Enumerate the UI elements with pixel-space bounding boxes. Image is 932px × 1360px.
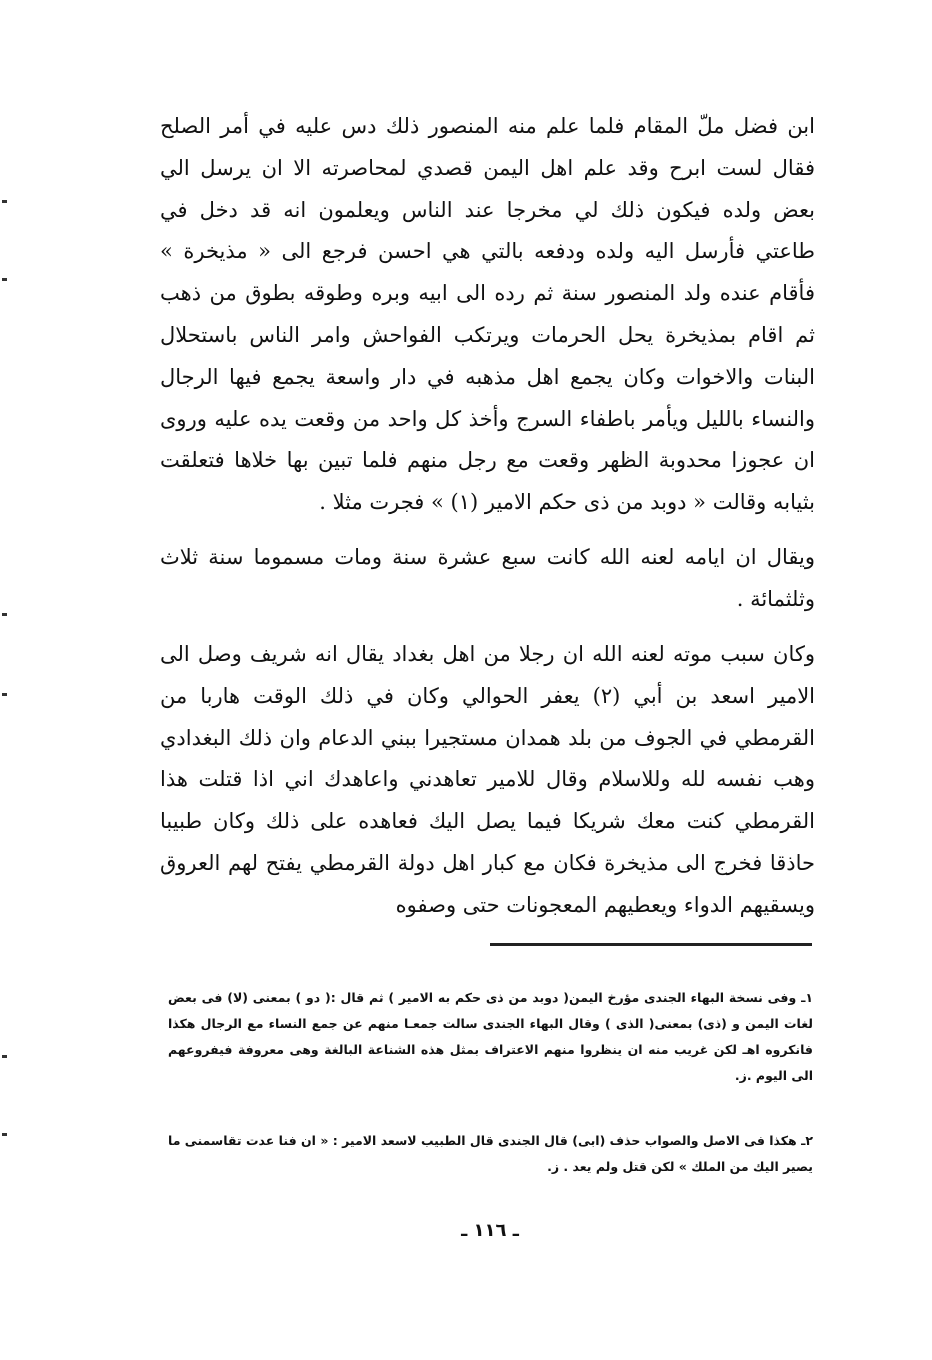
- margin-mark: [2, 1055, 7, 1058]
- paragraph-text: وكان سبب موته لعنه الله ان رجلا من اهل بغداد يقال انه شريف وصل الى الامير اسعد بن أبي (٢) يعفر الحوالي وكان في ذلك الوقت هاربا من القرمطي في الجوف من بلد همدان مستجيرا ببني الدعام وان ذلك البغدادي وهب نفسه لله وللاسلام وقال للامير تعاهدني واعاهدك اني اذا قتلت هذا القرمطي كنت معك شريكا فيما يصل اليك فعاهده على ذلك وكان طبيبا حاذقا فخرج الى مذيخرة فكان مع كبار اهل دولة القرمطي يفتح لهم العروق ويسقيهم الدواء ويعطيهم المعجونات حتى وصفوه: [160, 642, 816, 917]
- margin-mark: [2, 278, 7, 281]
- footnote-1: ١ـ وفى نسخة البهاء الجندى مؤرخ اليمن( دوبد من ذى حكم به الامير ) ثم قال :( دو ) بمعنى (لا) فى بعض لغات اليمن و (ذى) بمعنى( الذى ) وقال البهاء الجندى سالت جمعـا منهم عن جمع النساء مع الرجال هكذا فانكروه اهـ لكن غريب منه ان ينظروا منهم الاعتراف بمثل هذه الشناعة البالغة وهى معروفة فيفروعهم الى اليوم .ز.: [168, 990, 813, 1083]
- paragraph-text: ابن فضل ملّ المقام فلما علم منه المنصور ذلك دس عليه في أمر الصلح فقال لست ابرح وقد علم اهل اليمن قصدي لمحاصرته الا ان يرسل الي بعض ولده فيكون ذلك لي مخرجا عند الناس ويعلمون انه قد دخل في طاعتي فأرسل اليه ولده ودفعه بالتي هي احسن فرجع الى « مذيخرة » فأقام عنده ولد المنصور سنة ثم رده الى ابيه وبره وطوقه بطوق من ذهب ثم اقام بمذيخرة يحل الحرمات ويرتكب الفواحش وامر الناس باستحلال البنات والاخوات وكان يجمع اهل مذهبه في دار واسعة يجمع فيها الرجال والنساء بالليل ويأمر باطفاء السرج وأخذ كل واحد من وقعت يده عليه وروى ان عجوزا محدوبة الظهر وقعت مع رجل منهم فلما تبين بها خلاها فتعلقت بثيابه وقالت « دوبد من ذى حكم الامير (١) » فجرت مثلا .: [160, 114, 815, 515]
- margin-mark: [2, 1133, 7, 1136]
- main-text-paragraph-2: [160, 537, 815, 621]
- paragraph-text: ويقال ان ايامه لعنه الله كانت سبع عشرة سنة ومات مسموما سنة ثلاث وثلثمائة .: [160, 545, 815, 611]
- margin-mark: [2, 693, 7, 696]
- main-text-paragraph-3: [160, 634, 815, 927]
- footnote-separator: [490, 943, 812, 946]
- main-text-paragraph-1: [160, 106, 815, 524]
- page-number: ـ ١١٦ ـ: [461, 1220, 519, 1241]
- footnote-2: ٢ـ هكذا فى الاصل والصواب حذف (ابى) قال الجندى قال الطبيب لاسعد الامير : « ان فنا عدت تقاسمنى ما يصير اليك من الملك » لكن قتل ولم يعد . ز.: [168, 1133, 813, 1174]
- margin-mark: [2, 200, 7, 203]
- margin-mark: [2, 613, 7, 616]
